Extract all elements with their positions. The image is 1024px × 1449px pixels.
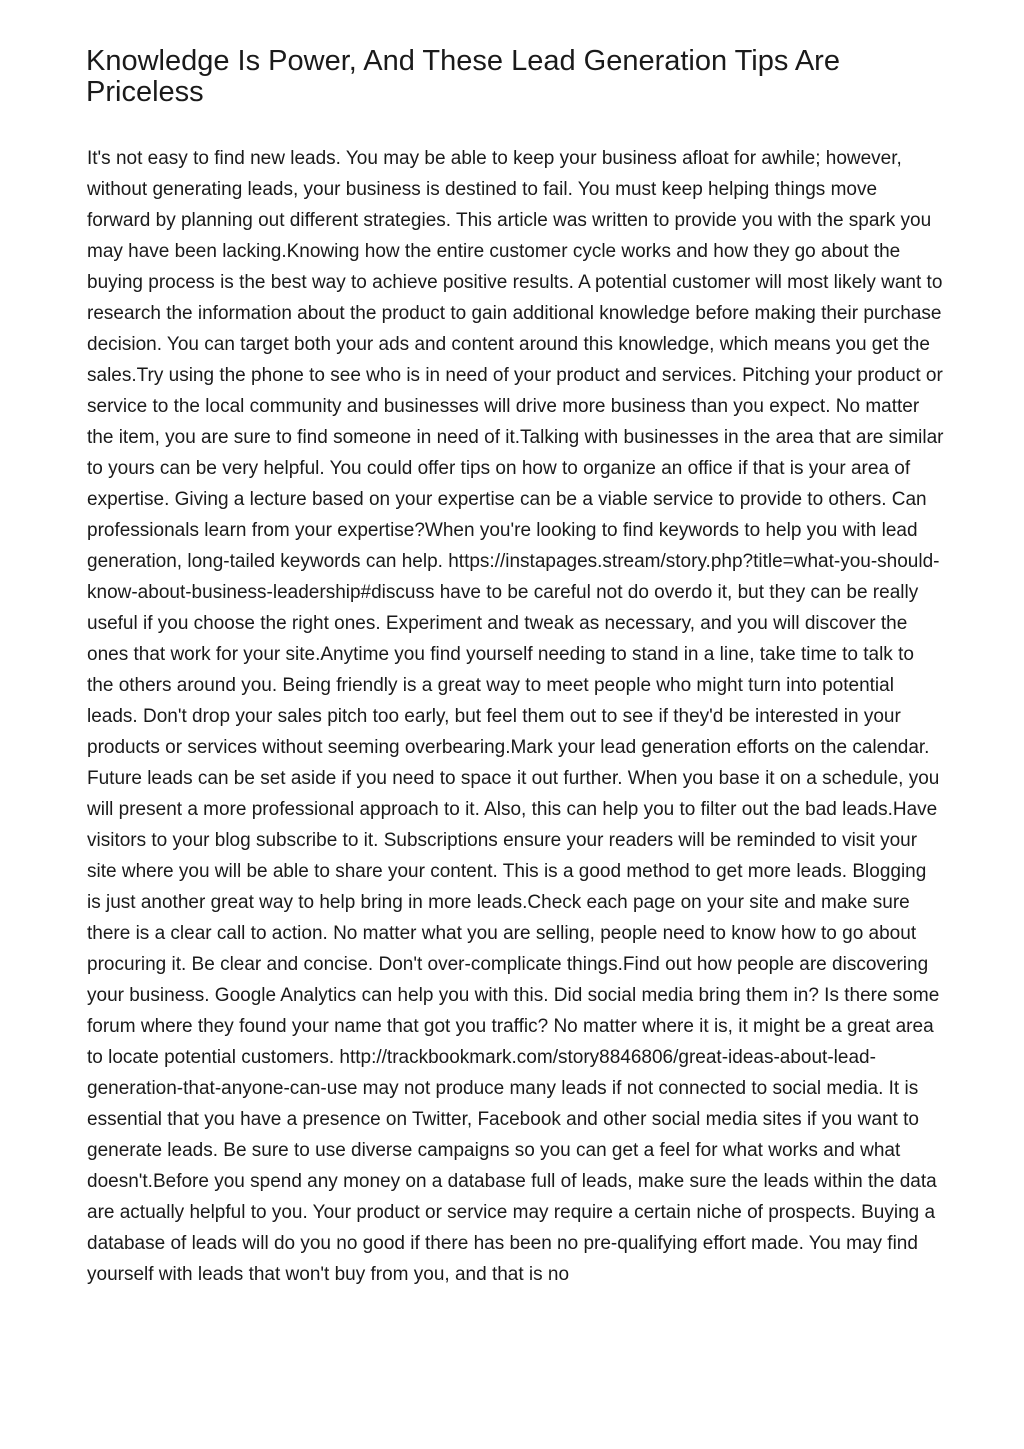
document-body-text: It's not easy to find new leads. You may be able to keep your business afloat for awhile; however, without generating leads, your business is destined to fail. You must keep helping things move forward by planning out different strategies. This article was written to provide you with the spark you may have been lacking.Knowing how the entire customer cycle works and how they go about the buying process is the best way to achieve positive results. A potential customer will most likely want to research the information about the product to gain additional knowledge before making their purchase decision. You can target both your ads and content around this knowledge, which means you get the sales.Try using the phone to see who is in need of your product and services. Pitching your product or service to the local community and businesses will drive more business than you expect. No matter the item, you are sure to find someone in need of it.Talking with businesses in the area that are similar to yours can be very helpful. You could offer tips on how to organize an office if that is your area of expertise. Giving a lecture based on your expertise can be a viable service to provide to others. Can professionals learn from your expertise?When you're looking to find keywords to help you with lead generation, long-tailed keywords can help. https://instapages.stream/story.php?title=what-you-should-know-about-business-leadership#discuss have to be careful not do overdo it, but they can be really useful if you choose the right ones. Experiment and tweak as necessary, and you will discover the ones that work for your site.Anytime you find yourself needing to stand in a line, take time to talk to the others around you. Being friendly is a great way to meet people who might turn into potential leads. Don't drop your sales pitch too early, but feel them out to see if they'd be interested in your products or services without seeming overbearing.Mark your lead generation efforts on the calendar. Future leads can be set aside if you need to space it out further. When you base it on a schedule, you will present a more professional approach to it. Also, this can help you to filter out the bad leads.Have visitors to your blog subscribe to it. Subscriptions ensure your readers will be reminded to visit your site where you will be able to share your content. This is a good method to get more leads. Blogging is just another great way to help bring in more leads.Check each page on your site and make sure there is a clear call to action. No matter what you are selling, people need to know how to go about procuring it. Be clear and concise. Don't over-complicate things.Find out how people are discovering your business. Google Analytics can help you with this. Did social media bring them in? Is there some forum where they found your name that got you traffic? No matter where it is, it might be a great area to locate potential customers. http://trackbookmark.com/story8846806/great-ideas-about-lead-generation-that-anyone-can-use may not produce many leads if not connected to social media. It is essential that you have a presence on Twitter, Facebook and other social media sites if you want to generate leads. Be sure to use diverse campaigns so you can get a feel for what works and what doesn't.Before you spend any money on a database full of leads, make sure the leads within the data are actually helpful to you. Your product or service may require a certain niche of prospects. Buying a database of leads will do you no good if there has been no pre-qualifying effort made. You may find yourself with leads that won't buy from you, and that is no: [87, 148, 944, 1285]
document-title: Knowledge Is Power, And These Lead Generation Tips Are Priceless: [86, 45, 840, 108]
